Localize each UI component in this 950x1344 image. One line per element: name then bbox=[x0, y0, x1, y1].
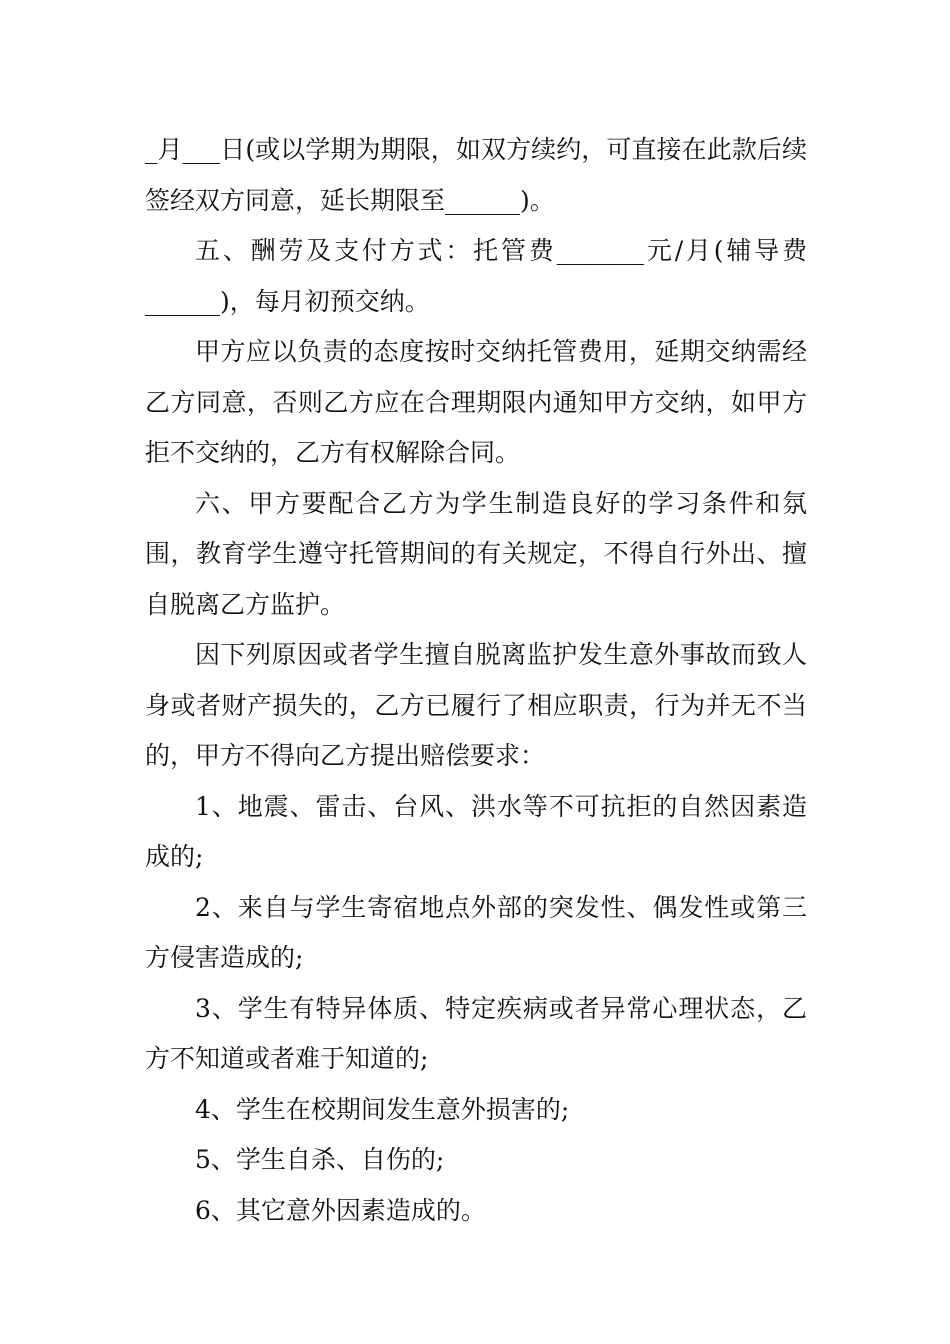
paragraph-liability-exemption: 因下列原因或者学生擅自脱离监护发生意外事故而致人身或者财产损失的，乙方已履行了相应职责，行为并无不当的，甲方不得向乙方提出赔偿要求： bbox=[145, 640, 807, 770]
paragraph-late-payment: 甲方应以负责的态度按时交纳托管费用，延期交纳需经乙方同意，否则乙方应在合理期限内通知甲方交纳，如甲方拒不交纳的，乙方有权解除合同。 bbox=[145, 337, 807, 467]
list-item-2: 2、来自与学生寄宿地点外部的突发性、偶发性或第三方侵害造成的; bbox=[145, 892, 807, 972]
paragraph-clause-6-cooperation: 六、甲方要配合乙方为学生制造良好的学习条件和氛围，教育学生遵守托管期间的有关规定，不得自行外出、擅自脱离乙方监护。 bbox=[145, 488, 807, 619]
list-item-6: 6、其它意外因素造成的。 bbox=[195, 1195, 486, 1225]
list-item-3: 3、学生有特异体质、特定疾病或者异常心理状态，乙方不知道或者难于知道的; bbox=[145, 993, 807, 1073]
list-item-1: 1、地震、雷击、台风、洪水等不可抗拒的自然因素造成的; bbox=[145, 791, 807, 871]
list-item-4: 4、学生在校期间发生意外损害的; bbox=[195, 1094, 570, 1124]
paragraph-term-continuation: _月___日(或以学期为期限，如双方续约，可直接在此款后续签经双方同意，延长期限至______)。 bbox=[145, 135, 807, 215]
list-item-5: 5、学生自杀、自伤的; bbox=[195, 1145, 445, 1174]
paragraph-clause-5-payment: 五、酬劳及支付方式：托管费_______元/月(辅导费______)，每月初预交纳。 bbox=[145, 236, 807, 316]
document-body bbox=[145, 125, 807, 1236]
